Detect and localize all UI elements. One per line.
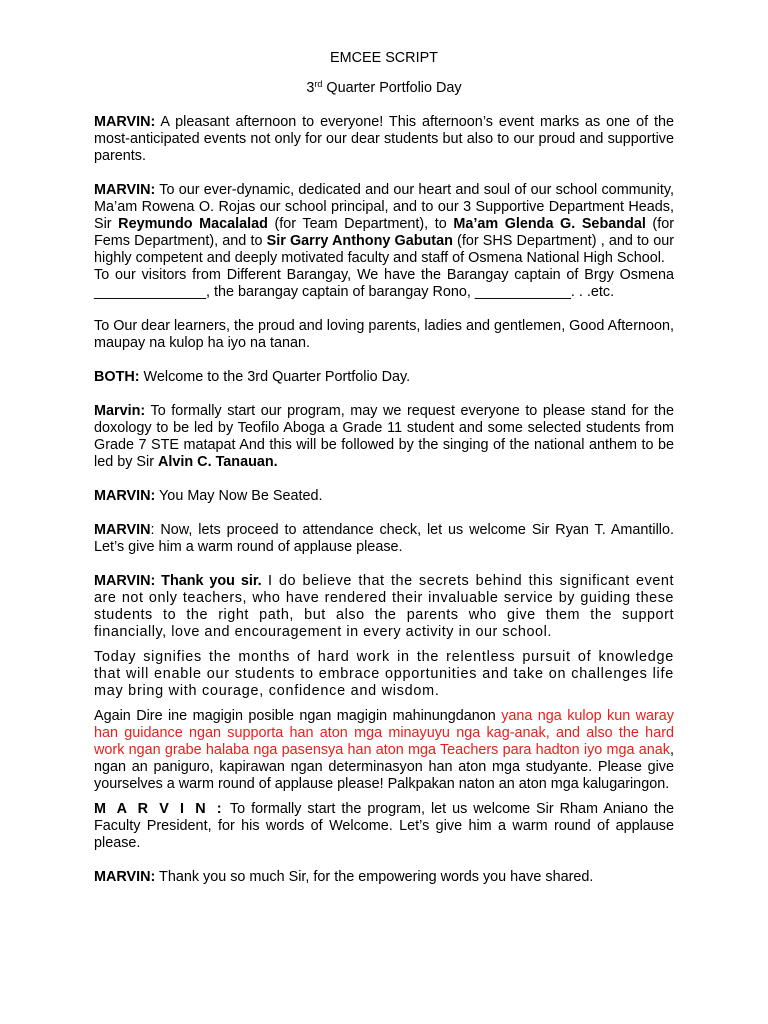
paragraph-text: To our ever-dynamic, dedicated and our heart and soul of our school community, Ma’am Rowena O. Rojas our school principal, and to our 3 Supportive Department Heads, Sir bbox=[94, 182, 674, 232]
script-paragraph-13 bbox=[94, 869, 674, 886]
paragraph-text: (for SHS Department) , and to our highly competent and deeply motivated faculty and staff of Osmena National High School. bbox=[94, 233, 674, 266]
paragraph-text: To formally start our program, may we request everyone to please stand for the doxology to be led by Teofilo Aboga a Grade 11 student and some selected students from Grade 7 STE matapat And this will be followed by the singing of the national anthem to be led by Sir bbox=[94, 403, 674, 470]
speaker-label: MARVIN: bbox=[94, 869, 156, 885]
speaker-label: MARVIN: bbox=[94, 114, 156, 130]
paragraph-text: To Our dear learners, the proud and loving parents, ladies and gentlemen, Good Afternoon, maupay na kulop ha iyo na tanan. bbox=[94, 318, 674, 351]
speaker-label: MARVIN: bbox=[94, 182, 156, 198]
paragraph-text: (for Fems Department), and to bbox=[94, 216, 674, 249]
script-paragraph-2 bbox=[94, 182, 674, 267]
speaker-label: Marvin: bbox=[94, 403, 146, 419]
script-paragraph-7 bbox=[94, 488, 674, 505]
paragraph-text: , ngan an paniguro, kapirawan ngan determinasyon han aton mga studyante. Please give yourselves a warm round of applause please! Palkpakan naton an aton mga kalugaringon. bbox=[94, 742, 674, 792]
person-name: Alvin C. Tanauan. bbox=[158, 454, 278, 470]
script-paragraph-5 bbox=[94, 369, 674, 386]
script-paragraph-10 bbox=[94, 649, 674, 700]
speaker-label: BOTH: bbox=[94, 369, 140, 385]
subtitle-ordinal-suffix: rd bbox=[314, 79, 323, 89]
speaker-label: MARVIN: Thank you sir. bbox=[94, 573, 262, 589]
person-name: Ma’am Glenda G. Sebandal bbox=[453, 216, 646, 232]
person-name: Reymundo Macalalad bbox=[118, 216, 268, 232]
person-name: Sir Garry Anthony Gabutan bbox=[266, 233, 453, 249]
script-paragraph-3 bbox=[94, 267, 674, 301]
paragraph-text: Welcome to the 3rd Quarter Portfolio Day. bbox=[139, 369, 411, 385]
paragraph-text: Again Dire ine magigin posible ngan magigin mahinungdanon bbox=[94, 708, 502, 724]
subtitle-text: Quarter Portfolio Day bbox=[322, 80, 462, 96]
document-subtitle bbox=[94, 80, 674, 97]
document-title: EMCEE SCRIPT bbox=[330, 50, 438, 66]
subtitle-ordinal: 3 bbox=[306, 80, 315, 96]
speaker-label: M A R V I N : bbox=[94, 801, 225, 817]
script-paragraph-8 bbox=[94, 522, 674, 556]
paragraph-text: A pleasant afternoon to everyone! This afternoon’s event marks as one of the most-anticipated events not only for our dear students but also to our proud and supportive parents. bbox=[94, 114, 674, 164]
script-paragraph-4 bbox=[94, 318, 674, 352]
paragraph-text: Thank you so much Sir, for the empowering words you have shared. bbox=[155, 869, 594, 885]
script-paragraph-11 bbox=[94, 708, 674, 793]
paragraph-text: Today signifies the months of hard work in the relentless pursuit of knowledge that will enable our students to embrace opportunities and take on challenges life may bring with courage, confidence and wisdom. bbox=[94, 649, 674, 699]
speaker-label: MARVIN bbox=[94, 522, 151, 538]
paragraph-text: To formally start the program, let us welcome Sir Rham Aniano the Faculty President, for his words of Welcome. Let’s give him a warm round of applause please. bbox=[94, 801, 674, 851]
script-paragraph-6 bbox=[94, 403, 674, 471]
paragraph-text: I do believe that the secrets behind this significant event are not only teachers, who have rendered their invaluable service by guiding these students to the right path, but also the parents who give them the support financially, love and encouragement in every activity in our school. bbox=[94, 573, 674, 640]
script-paragraph-1 bbox=[94, 114, 674, 165]
speaker-label: MARVIN: bbox=[94, 488, 156, 504]
script-paragraph-9 bbox=[94, 573, 674, 641]
paragraph-text: You May Now Be Seated. bbox=[155, 488, 323, 504]
paragraph-text: : Now, lets proceed to attendance check, let us welcome Sir Ryan T. Amantillo. Let’s give him a warm round of applause please. bbox=[94, 522, 674, 555]
script-paragraph-12 bbox=[94, 801, 674, 852]
paragraph-text: To our visitors from Different Barangay, We have the Barangay captain of Brgy Osmena ______________, the barangay captain of barangay Rono, ____________. . .etc. bbox=[94, 267, 674, 300]
paragraph-text: (for Team Department), to bbox=[267, 216, 454, 232]
highlighted-text: yana nga kulop kun waray han guidance ngan supporta han aton mga minayuyu nga kag-anak, and also the hard work ngan grabe halaba nga pasensya han aton mga Teachers para hadton iyo mga anak bbox=[94, 708, 674, 758]
